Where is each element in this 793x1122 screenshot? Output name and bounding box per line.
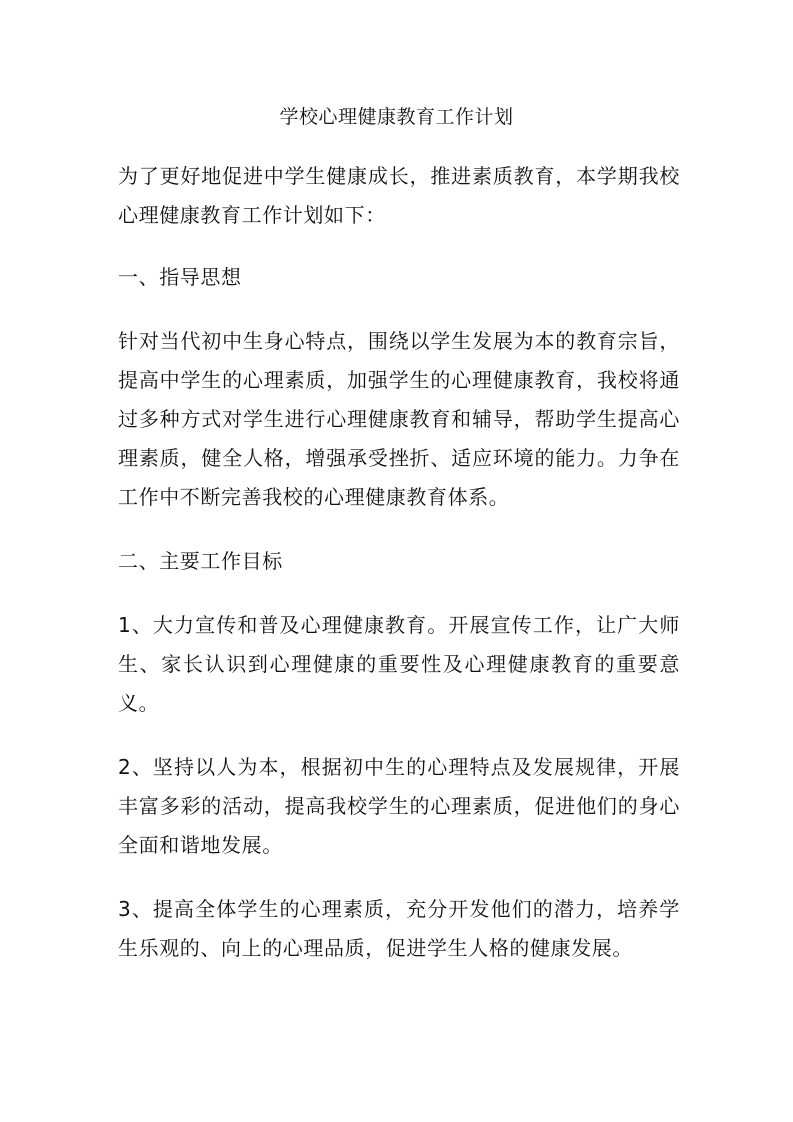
guiding-ideology-paragraph: 针对当代初中生身心特点，围绕以学生发展为本的教育宗旨，提高中学生的心理素质，加强学生的心理健康教育，我校将通过多种方式对学生进行心理健康教育和辅导，帮助学生提高心理素质，健全人格，增强承受挫折、适应环境的能力。力争在工作中不断完善我校的心理健康教育体系。 (118, 329, 680, 509)
goal-item-1: 1、大力宣传和普及心理健康教育。开展宣传工作，让广大师生、家长认识到心理健康的重要性及心理健康教育的重要意义。 (118, 613, 680, 715)
document-title: 学校心理健康教育工作计划 (279, 106, 514, 128)
goal-item-3: 3、提高全体学生的心理素质，充分开发他们的潜力，培养学生乐观的、向上的心理品质，促进学生人格的健康发展。 (118, 897, 680, 960)
section-heading-guiding-ideology: 一、指导思想 (118, 265, 242, 289)
section-heading-main-goals: 二、主要工作目标 (118, 549, 283, 573)
intro-paragraph: 为了更好地促进中学生健康成长，推进素质教育，本学期我校心理健康教育工作计划如下： (118, 164, 680, 227)
document-body (118, 157, 680, 968)
goal-item-2: 2、坚持以人为本，根据初中生的心理特点及发展规律，开展丰富多彩的活动，提高我校学生的心理素质，促进他们的身心全面和谐地发展。 (118, 755, 680, 857)
